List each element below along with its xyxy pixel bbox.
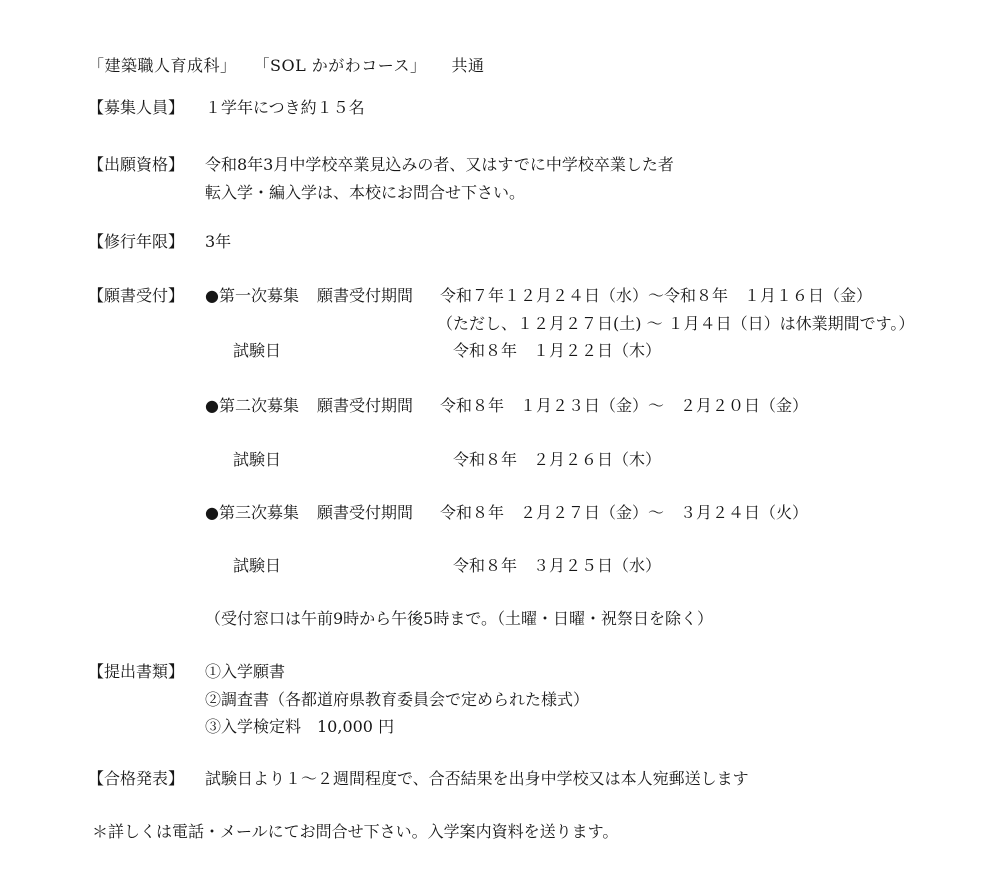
- round-2-exam-date: 令和８年 ２月２６日（木）: [453, 450, 662, 469]
- application-round-1-period-row: [88, 282, 872, 309]
- round-1-name: ●第一次募集: [205, 286, 299, 305]
- section-results: [88, 765, 749, 792]
- round-1-holiday-note: （ただし、１２月２７日(土) ～ １月４日（日）は休業期間です。）: [437, 314, 915, 333]
- results-text: 試験日より１～２週間程度で、合否結果を出身中学校又は本人宛郵送します: [205, 769, 749, 788]
- eligibility-line1: 令和8年3月中学校卒業見込みの者、又はすでに中学校卒業した者: [205, 155, 674, 174]
- footer-note: ＊詳しくは電話・メールにてお問合せ下さい。入学案内資料を送ります。: [92, 822, 619, 841]
- round-1-period-label: 願書受付期間: [317, 286, 414, 305]
- documents-item-3: ③入学検定料 10,000 円: [205, 717, 395, 736]
- page-title: 「建築職人育成科」 「SOL かがわコース」 共通: [88, 56, 485, 75]
- section-label-documents: 【提出書類】: [88, 662, 185, 681]
- round-2-period-dates: 令和８年 １月２３日（金）～ ２月２０日（金）: [440, 396, 809, 415]
- documents-item-1: ①入学願書: [205, 662, 286, 681]
- round-2-period-label: 願書受付期間: [317, 396, 414, 415]
- round-2-exam-row: [233, 446, 661, 473]
- application-round-3-period-row: [205, 499, 808, 526]
- round-2-exam-label: 試験日: [233, 450, 282, 469]
- round-1-exam-date: 令和８年 １月２２日（木）: [453, 341, 662, 360]
- reception-window-note: （受付窓口は午前9時から午後5時まで。（土曜・日曜・祝祭日を除く）: [205, 609, 714, 628]
- documents-item-2: ②調査書（各都道府県教育委員会で定められた様式）: [205, 690, 590, 709]
- round-3-exam-row: [233, 552, 661, 579]
- section-label-application: 【願書受付】: [88, 286, 185, 305]
- section-recruitment: [88, 94, 365, 121]
- round-3-exam-date: 令和８年 ３月２５日（水）: [453, 556, 662, 575]
- round-1-exam-label: 試験日: [233, 341, 282, 360]
- round-1-period-dates: 令和７年１２月２４日（水）～令和８年 １月１６日（金）: [440, 286, 873, 305]
- section-documents: [88, 658, 285, 685]
- section-label-recruitment: 【募集人員】: [88, 98, 185, 117]
- section-duration: [88, 228, 231, 255]
- section-eligibility: [88, 151, 674, 178]
- section-label-results: 【合格発表】: [88, 769, 185, 788]
- round-3-period-dates: 令和８年 ２月２７日（金）～ ３月２４日（火）: [440, 503, 809, 522]
- round-3-exam-label: 試験日: [233, 556, 282, 575]
- section-label-eligibility: 【出願資格】: [88, 155, 185, 174]
- eligibility-line2: 転入学・編入学は、本校にお問合せ下さい。: [205, 183, 526, 202]
- round-3-period-label: 願書受付期間: [317, 503, 414, 522]
- application-round-2-period-row: [205, 392, 808, 419]
- recruitment-count-text: １学年につき約１５名: [205, 98, 365, 117]
- round-3-name: ●第三次募集: [205, 503, 299, 522]
- duration-text: 3年: [205, 232, 232, 251]
- round-1-exam-row: [233, 337, 661, 364]
- section-label-duration: 【修行年限】: [88, 232, 185, 251]
- round-2-name: ●第二次募集: [205, 396, 299, 415]
